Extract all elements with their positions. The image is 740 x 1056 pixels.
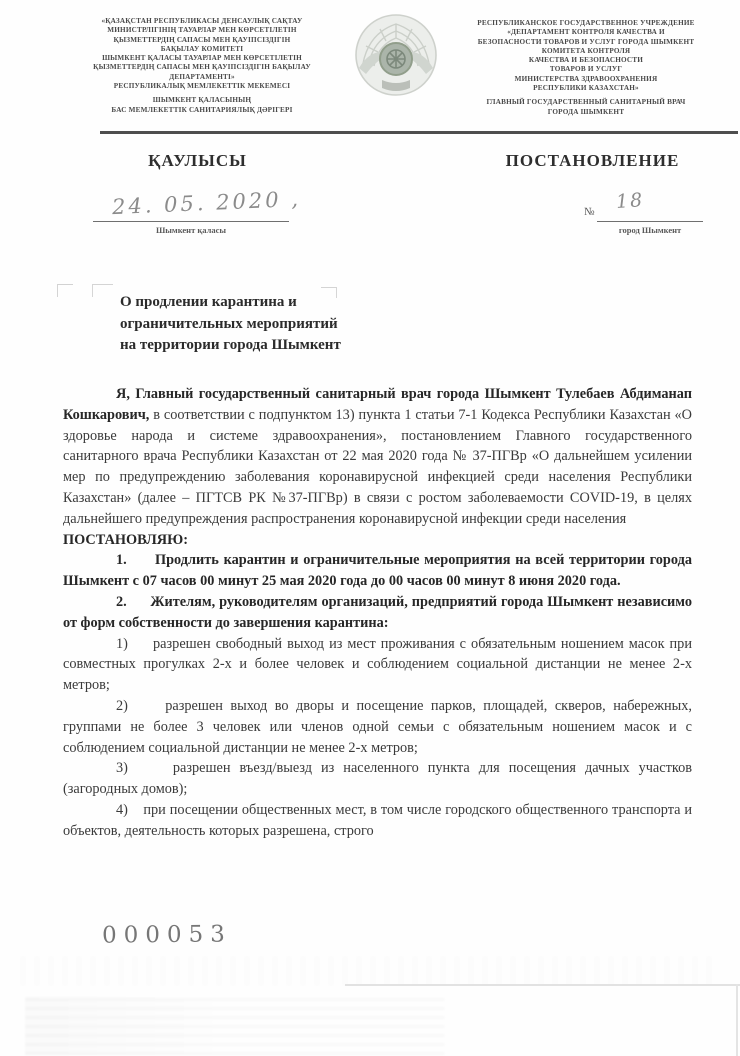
number-label: № [584, 206, 595, 218]
text-line: «ҚАЗАҚСТАН РЕСПУБЛИКАСЫ ДЕНСАУЛЫҚ САҚТАУ [101, 17, 303, 25]
body-paragraph [63, 634, 692, 696]
text-line: БЕЗОПАСНОСТИ ТОВАРОВ И УСЛУГ ГОРОДА ШЫМКЕНТ [477, 37, 695, 46]
body-paragraph [63, 758, 692, 800]
serial-number-stamp: 000053 [101, 921, 232, 949]
text-segment: ПОСТАНОВЛЯЮ: [63, 531, 188, 548]
text-line: РЕСПУБЛИКАЛЫҚ МЕМЛЕКЕТТІК МЕКЕМЕСІ [113, 82, 291, 91]
number-underline [597, 221, 703, 222]
doc-type-kazakh: ҚАУЛЫСЫ [148, 151, 247, 170]
text-segment: Я, Главный государственный санитарный врач города Шымкент Тулебаев Абдиманап Кошкарович, [63, 386, 692, 423]
text-line: на территории города Шымкент [120, 337, 341, 353]
doc-type-russian: ПОСТАНОВЛЕНИЕ [505, 151, 680, 170]
body-paragraph [63, 800, 692, 842]
scan-artifact-edge-line [736, 984, 738, 1056]
text-line: БАҚЫЛАУ КОМИТЕТІ [160, 44, 244, 53]
kazakhstan-emblem-icon [352, 12, 440, 100]
text-line: МИНИСТЕРСТВА ЗДРАВООХРАНЕНИЯ [514, 74, 658, 83]
scan-artifact-ghost-text [25, 997, 445, 1055]
body-paragraph [63, 592, 692, 634]
handwritten-date: 24. 05. 2020 , [111, 186, 302, 220]
text-line: КОМИТЕТА КОНТРОЛЯ [541, 46, 631, 55]
text-line: «ДЕПАРТАМЕНТ КОНТРОЛЯ КАЧЕСТВА И [507, 28, 665, 37]
body-paragraph [63, 550, 692, 592]
text-line: РЕСПУБЛИКАНСКОЕ ГОСУДАРСТВЕННОЕ УЧРЕЖДЕНИЕ [477, 19, 695, 27]
text-line: БАС МЕМЛЕКЕТТІК САНИТАРИЯЛЫҚ ДӘРІГЕРІ [111, 105, 293, 114]
text-line: ГОРОДА ШЫМКЕНТ [547, 107, 625, 116]
scan-artifact-edge-line [345, 984, 740, 986]
date-underline [93, 221, 289, 222]
header-divider [100, 131, 738, 134]
header-org-russian [440, 19, 732, 117]
scan-artifact-ghost-band [20, 956, 720, 986]
text-line: МИНИСТРЛІГІНІҢ ТАУАРЛАР МЕН КӨРСЕТІЛЕТІН [107, 26, 297, 35]
header-org-kazakh [58, 17, 346, 115]
number-caption: город Шымкент [618, 225, 682, 235]
text-line: РЕСПУБЛИКИ КАЗАХСТАН» [533, 84, 639, 93]
scan-artifact-corner-mark [92, 284, 113, 297]
text-line: ДЕПАРТАМЕНТІ» [169, 72, 235, 81]
text-segment: 2) разрешен выход во дворы и посещение парков, площадей, скверов, набережных, группами не более 3 человек или членов одной семьи с обязательным ношением масок и с соблюдением социальной дистанции не менее 2-х метров; [63, 697, 692, 756]
text-line: ҚЫЗМЕТТЕРДІҢ САПАСЫ МЕН ҚАУІПСІЗДІГІН БАҚЫЛАУ [93, 63, 311, 72]
text-segment: 1) разрешен свободный выход из мест проживания с обязательным ношением масок при совместных прогулках 2-х и более человек и соблюдением социальной дистанции не менее 2-х метров; [63, 635, 692, 694]
text-segment: в соответствии с подпунктом 13) пункта 1 статьи 7-1 Кодекса Республики Казахстан «О здоровье народа и системе здравоохранения», постановлением Главного государственного санитарного врача Республики Казахстан от 22 мая 2020 года № 37-ПГВр «О дальнейшем усилении мер по предупреждению заболевания коронавирусной инфекцией среди населения Республики Казахстан» (далее – ПГТСВ РК №37-ПГВр) в связи с ростом заболеваемости COVID-19, в целях дальнейшего предупреждения распространения коронавирусной инфекции среди населения [63, 406, 692, 527]
text-line: ограничительных мероприятий [120, 315, 338, 332]
document-title [120, 292, 450, 357]
text-line: ГЛАВНЫЙ ГОСУДАРСТВЕННЫЙ САНИТАРНЫЙ ВРАЧ [486, 98, 686, 107]
document-body [63, 384, 692, 842]
text-line: ТОВАРОВ И УСЛУГ [549, 65, 623, 74]
header-org-kazakh-lines [58, 17, 346, 91]
body-paragraph [63, 696, 692, 758]
date-caption: Шымкент қаласы [155, 225, 227, 235]
body-paragraph [63, 530, 692, 551]
handwritten-number: 18 [615, 189, 645, 213]
text-line: ҚЫЗМЕТТЕРДІҢ САПАСЫ МЕН ҚАУІПСІЗДІГІН [113, 35, 291, 44]
text-segment: 2. Жителям, руководителям организаций, предприятий города Шымкент независимо от форм собственности до завершения карантина: [63, 593, 692, 631]
body-paragraph [63, 384, 692, 530]
header-title-kazakh [58, 96, 346, 115]
text-segment: 3) разрешен въезд/выезд из населенного пункта для посещения дачных участков (загородных домов); [63, 760, 692, 798]
header-title-russian [440, 98, 732, 117]
text-line: ШЫМКЕНТ ҚАЛАСЫНЫҢ [152, 96, 252, 105]
text-segment: 4) при посещении общественных мест, в том числе городского общественного транспорта и объектов, деятельность которых разрешена, строго [63, 801, 692, 839]
text-line: ШЫМКЕНТ ҚАЛАСЫ ТАУАРЛАР МЕН КӨРСЕТІЛЕТІН [102, 54, 302, 63]
text-segment: 1. Продлить карантин и ограничительные мероприятия на всей территории города Шымкент с 07 часов 00 минут 25 мая 2020 года до 00 часов 00 минут 8 июня 2020 года. [63, 552, 692, 590]
text-line: КАЧЕСТВА И БЕЗОПАСНОСТИ [528, 56, 644, 65]
text-line: О продлении карантина и [120, 294, 297, 310]
scan-artifact-corner-mark [57, 284, 73, 297]
header-org-russian-lines [440, 19, 732, 93]
